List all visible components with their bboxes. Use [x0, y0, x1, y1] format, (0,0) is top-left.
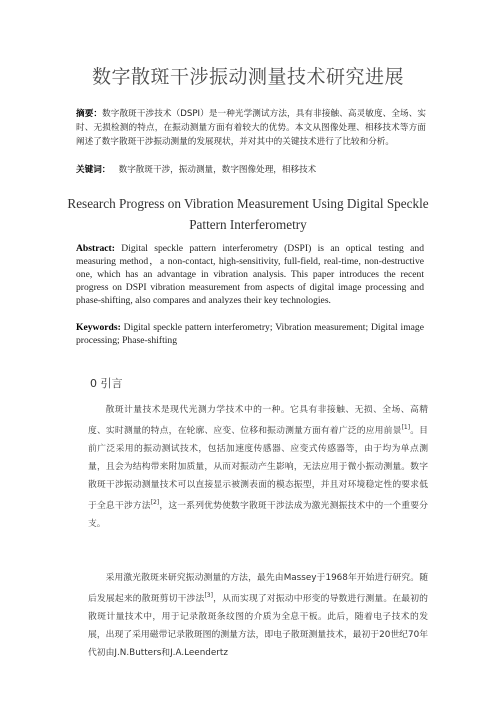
- english-title: Research Progress on Vibration Measurement Using Digital Speckle Pattern Interferometry: [67, 196, 429, 232]
- citation-3[interactable]: [3]: [204, 592, 213, 599]
- chinese-abstract-label: 摘要：: [76, 109, 103, 119]
- english-abstract-text: Digital speckle pattern interferometry (DSPI) is an optical testing and measuring method，a non-contact, high-sensitivity, full-field, real-time, non-destructive one, which has an advantage in vibration analysis. This paper introduces the recent progress on DSPI vibration measurement from aspects of digital image processing and phase-shifting, also compares and analyzes their key technologies.: [76, 243, 425, 306]
- paragraph-1-part-c: ，这一系列优势使数字散斑干涉法成为激光测振技术中的一个重要分支。: [88, 500, 428, 529]
- english-keywords-text: Digital speckle pattern interferometry; Vibration measurement; Digital image processing; Phase-shifting: [76, 322, 424, 346]
- chinese-title: 数字散斑干涉振动测量技术研究进展: [91, 66, 404, 88]
- section-heading-introduction: 0 引言: [90, 377, 123, 390]
- paragraph-2: [88, 569, 428, 662]
- paragraph-1-part-a: 散斑计量技术是现代光测力学技术中的一种。它具有非接触、无损、全场、高精度、实时测量的特点，在轮廓、应变、位移和振动测量方面有着广泛的应用前景: [88, 405, 428, 436]
- chinese-abstract-text: 数字散斑干涉技术（DSPI）是一种光学测试方法，具有非接触、高灵敏度、全场、实时、无损检测的特点，在振动测量方面有着较大的优势。本文从图像处理、相移技术等方面阐述了数字散斑干涉振动测量的发展现状，并对其中的关键技术进行了比较和分析。: [76, 109, 426, 147]
- chinese-abstract: [76, 107, 426, 149]
- citation-1[interactable]: [1]: [401, 424, 411, 431]
- chinese-keywords-label: 关键词：: [76, 165, 111, 175]
- paragraph-1: [88, 401, 428, 533]
- chinese-keywords-text: 数字散斑干涉，振动测量，数字图像处理，相移技术: [118, 165, 317, 175]
- english-abstract: [76, 242, 424, 307]
- english-keywords-label: Keywords:: [76, 322, 121, 333]
- english-keywords: [76, 321, 424, 347]
- paragraph-2-part-a: 采用激光散斑来研究振动测量的方法，最先由Massey于1968年开始进行研究。随后发展起来的散斑剪切干涉法: [88, 573, 428, 604]
- paragraph-2-part-b: ，从而实现了对振动中形变的导数进行测量。在最初的散斑计量技术中，用于记录散斑条纹图的介质为全息干板。此后，随着电子技术的发展，出现了采用磁带记录散斑图的测量方法，即电子散斑测量技术，最初于20世纪70年代初由J.N.Butters和J.A.Leendertz: [88, 593, 428, 658]
- citation-2[interactable]: [2]: [150, 498, 160, 506]
- paragraph-1-part-b: 。目前广泛采用的振动测试技术，包括加速度传感器、应变式传感器等，由于均为单点测量，且会为结构带来附加质量，从而对振动产生影响，无法应用于微小振动测量。数字散斑干涉振动测量技术可以直接显示被测表面的模态振型，并且对环境稳定性的要求低于全息干涉方法: [88, 425, 428, 511]
- chinese-keywords: [76, 163, 426, 177]
- english-abstract-label: Abstract:: [76, 243, 115, 254]
